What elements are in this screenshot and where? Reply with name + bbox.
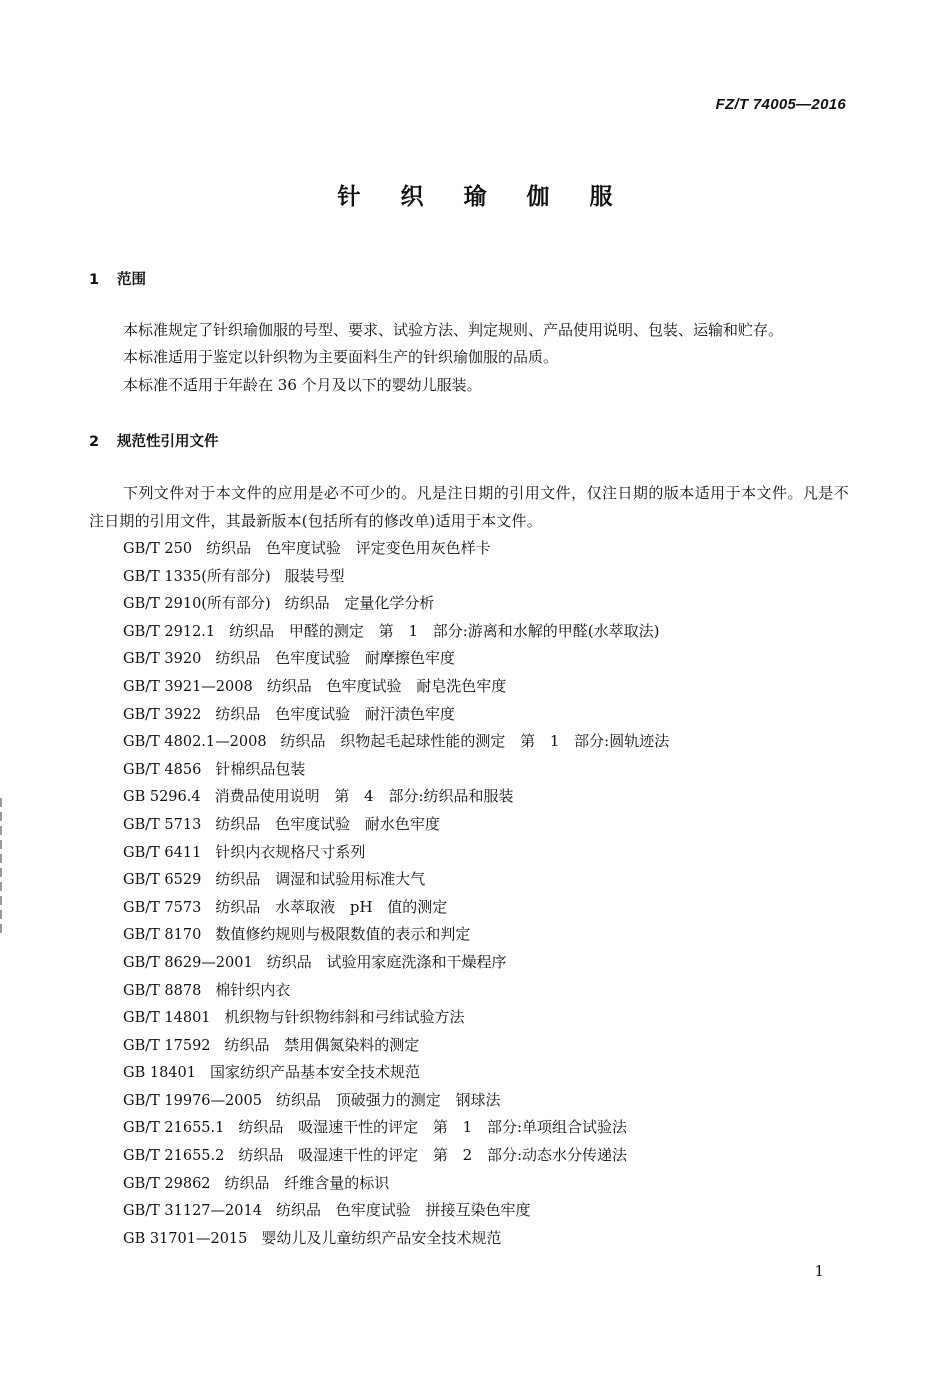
reference-title: 服装号型 <box>284 566 345 585</box>
reference-title: 纺织品 色牢度试验 耐水色牢度 <box>215 814 440 833</box>
reference-code: GB 18401 <box>123 1065 196 1082</box>
reference-title: 纺织品 调湿和试验用标准大气 <box>215 870 426 889</box>
reference-item <box>123 1225 669 1253</box>
reference-title: 针棉织品包装 <box>215 759 306 778</box>
reference-item <box>123 535 669 563</box>
reference-item <box>123 618 669 646</box>
reference-title: 纺织品 水萃取液 pH 值的测定 <box>215 897 448 916</box>
reference-title: 消费品使用说明 第 4 部分:纺织品和服装 <box>214 787 514 806</box>
reference-item <box>123 921 669 949</box>
reference-item <box>123 977 669 1005</box>
reference-code: GB/T 6529 <box>123 872 202 889</box>
reference-title: 纺织品 吸湿速干性的评定 第 1 部分:单项组合试验法 <box>238 1118 628 1137</box>
reference-item <box>123 563 669 591</box>
reference-item <box>123 1032 669 1060</box>
section-number: 2 <box>89 434 100 450</box>
reference-item <box>123 811 669 839</box>
reference-list <box>123 535 669 1252</box>
reference-code: GB/T 8170 <box>123 927 202 944</box>
reference-item <box>123 894 669 922</box>
reference-code: GB 31701—2015 <box>123 1230 248 1247</box>
reference-item <box>123 590 669 618</box>
document-title: 针 织 瑜 伽 服 <box>337 184 629 210</box>
reference-code: GB/T 8629—2001 <box>123 954 253 971</box>
reference-title: 纺织品 甲醛的测定 第 1 部分:游离和水解的甲醛(水萃取法) <box>229 621 660 640</box>
reference-code: GB/T 3921—2008 <box>123 678 253 695</box>
standard-code: FZ/T 74005—2016 <box>715 96 846 113</box>
reference-code: GB/T 31127—2014 <box>123 1203 262 1220</box>
reference-code: GB/T 29862 <box>123 1175 211 1192</box>
section-title: 范围 <box>117 272 146 288</box>
reference-item <box>123 1170 669 1198</box>
reference-item <box>123 949 669 977</box>
reference-code: GB/T 21655.2 <box>123 1148 225 1165</box>
reference-title: 纺织品 纤维含量的标识 <box>224 1173 390 1192</box>
reference-item <box>123 839 669 867</box>
reference-title: 机织物与针织物纬斜和弓纬试验方法 <box>224 1008 465 1027</box>
reference-item <box>123 728 669 756</box>
reference-title: 纺织品 色牢度试验 评定变色用灰色样卡 <box>206 539 491 557</box>
reference-item <box>123 756 669 784</box>
reference-code: GB 5296.4 <box>123 789 201 806</box>
reference-code: GB/T 6411 <box>123 844 202 861</box>
scope-paragraph-3: 本标准不适用于年龄在 36 个月及以下的婴幼儿服装。 <box>123 376 482 394</box>
reference-title: 婴幼儿及儿童纺织产品安全技术规范 <box>261 1228 502 1247</box>
reference-item <box>123 783 669 811</box>
reference-title: 针织内衣规格尺寸系列 <box>215 842 366 861</box>
page-number: 1 <box>814 1262 824 1280</box>
reference-code: GB/T 2910(所有部分) <box>123 596 271 613</box>
reference-code: GB/T 3922 <box>123 706 202 723</box>
reference-code: GB/T 21655.1 <box>123 1120 225 1137</box>
reference-item <box>123 1004 669 1032</box>
reference-code: GB/T 3920 <box>123 651 202 668</box>
scan-edge-marks <box>0 798 2 938</box>
reference-title: 纺织品 色牢度试验 耐皂洗色牢度 <box>266 676 507 695</box>
reference-item <box>123 673 669 701</box>
reference-item <box>123 1059 669 1087</box>
scope-paragraph-2: 本标准适用于鉴定以针织物为主要面料生产的针织瑜伽服的品质。 <box>123 348 559 366</box>
section-number: 1 <box>89 272 100 288</box>
reference-code: GB/T 2912.1 <box>123 623 216 640</box>
reference-item <box>123 1142 669 1170</box>
reference-code: GB/T 4802.1—2008 <box>123 734 267 751</box>
reference-item <box>123 1114 669 1142</box>
reference-item <box>123 866 669 894</box>
reference-item <box>123 701 669 729</box>
reference-code: GB/T 17592 <box>123 1037 211 1054</box>
reference-title: 纺织品 色牢度试验 耐摩擦色牢度 <box>215 649 455 668</box>
reference-title: 棉针织内衣 <box>215 980 291 999</box>
references-intro: 下列文件对于本文件的应用是必不可少的。凡是注日期的引用文件，仅注日期的版本适用于本文件。凡是不注日期的引用文件，其最新版本(包括所有的修改单)适用于本文件。 <box>89 484 849 530</box>
reference-title: 国家纺织产品基本安全技术规范 <box>209 1063 420 1082</box>
reference-title: 纺织品 定量化学分析 <box>284 594 435 613</box>
reference-code: GB/T 19976—2005 <box>123 1092 262 1109</box>
reference-item <box>123 1087 669 1115</box>
scope-paragraph-1: 本标准规定了针织瑜伽服的号型、要求、试验方法、判定规则、产品使用说明、包装、运输和贮存。 <box>123 321 784 339</box>
reference-title: 纺织品 禁用偶氮染料的测定 <box>224 1035 420 1054</box>
section-1-heading <box>89 268 146 289</box>
reference-item <box>123 1197 669 1225</box>
reference-title: 纺织品 试验用家庭洗涤和干燥程序 <box>266 952 507 971</box>
reference-title: 纺织品 顶破强力的测定 钢球法 <box>275 1090 501 1109</box>
reference-title: 纺织品 色牢度试验 耐汗渍色牢度 <box>215 704 455 723</box>
reference-code: GB/T 1335(所有部分) <box>123 568 271 585</box>
reference-title: 纺织品 织物起毛起球性能的测定 第 1 部分:圆轨迹法 <box>280 732 670 751</box>
reference-title: 纺织品 吸湿速干性的评定 第 2 部分:动态水分传递法 <box>238 1146 628 1165</box>
section-2-heading <box>89 430 219 451</box>
reference-code: GB/T 5713 <box>123 816 202 833</box>
reference-code: GB/T 4856 <box>123 761 202 778</box>
reference-code: GB/T 14801 <box>123 1010 211 1027</box>
reference-title: 纺织品 色牢度试验 拼接互染色牢度 <box>275 1201 531 1220</box>
reference-code: GB/T 250 <box>123 541 193 557</box>
reference-code: GB/T 7573 <box>123 899 202 916</box>
reference-code: GB/T 8878 <box>123 982 202 999</box>
reference-item <box>123 645 669 673</box>
section-title: 规范性引用文件 <box>117 434 219 450</box>
reference-title: 数值修约规则与极限数值的表示和判定 <box>215 925 471 944</box>
